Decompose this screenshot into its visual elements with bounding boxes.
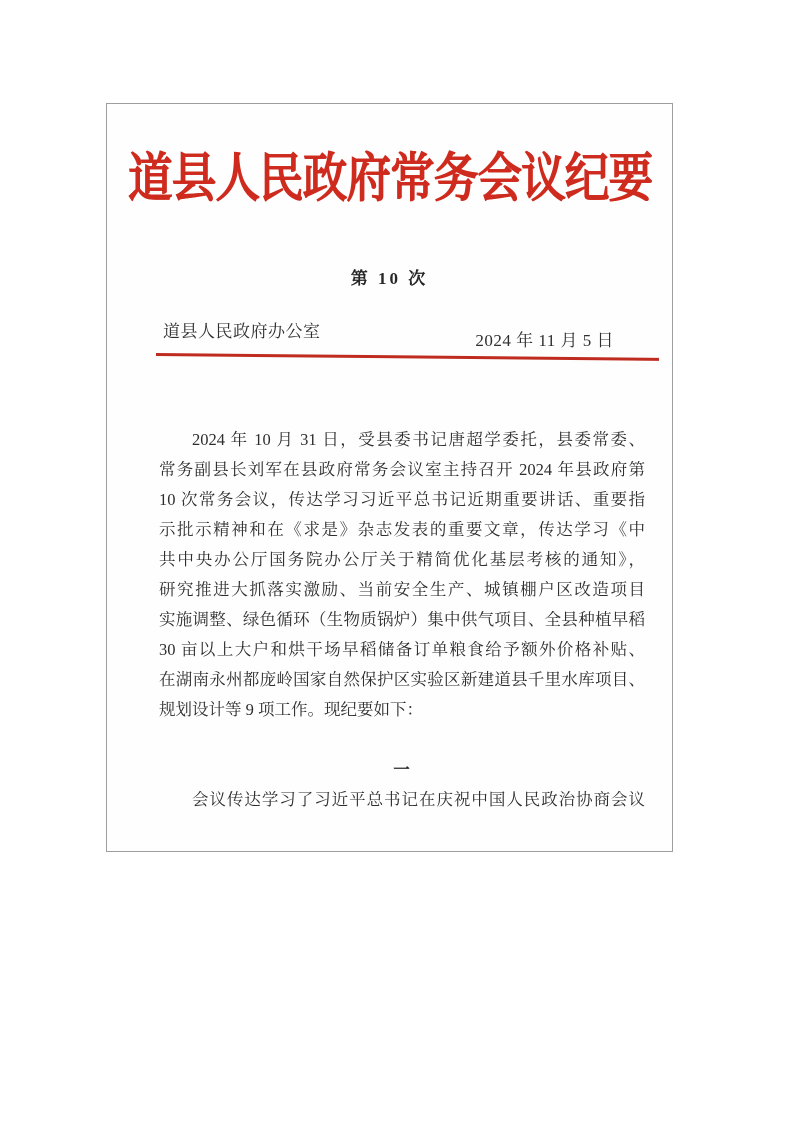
doc-date: 2024 年 11 月 5 日	[475, 331, 614, 350]
section-one-marker: 一	[393, 760, 411, 779]
red-divider-line	[156, 353, 659, 361]
body-line: 10 次常务会议，传达学习习近平总书记近期重要讲话、重要指	[159, 490, 645, 509]
body-line: 2024 年 10 月 31 日，受县委书记唐超学委托，县委常委、	[192, 430, 645, 449]
body-line: 示批示精神和在《求是》杂志发表的重要文章，传达学习《中	[159, 520, 645, 539]
session-number: 第 10 次	[350, 269, 429, 288]
section-one-text: 会议传达学习了习近平总书记在庆祝中国人民政治协商会议	[192, 790, 645, 809]
doc-title-row	[107, 152, 672, 208]
issuer-row	[163, 317, 614, 351]
issuing-office: 道县人民政府办公室	[163, 322, 321, 341]
body-line: 常务副县长刘军在县政府常务会议室主持召开 2024 年县政府第	[159, 460, 645, 479]
body-paragraph	[159, 425, 645, 815]
body-line: 研究推进大抓落实激励、当前安全生产、城镇棚户区改造项目	[159, 580, 645, 599]
body-line: 在湖南永州都庞岭国家自然保护区实验区新建道县千里水库项目、	[159, 670, 645, 689]
body-line: 30 亩以上大户和烘干场早稻储备订单粮食给予额外价格补贴、	[159, 640, 645, 659]
body-line: 规划设计等 9 项工作。现纪要如下：	[159, 700, 423, 719]
body-line: 共中央办公厅国务院办公厅关于精简优化基层考核的通知》，	[159, 550, 645, 569]
document-page	[106, 103, 673, 852]
blank-line	[159, 725, 645, 755]
body-line: 实施调整、绿色循环（生物质锅炉）集中供气项目、全县种植早稻	[159, 610, 645, 629]
doc-title: 道县人民政府常务会议纪要	[127, 150, 652, 208]
